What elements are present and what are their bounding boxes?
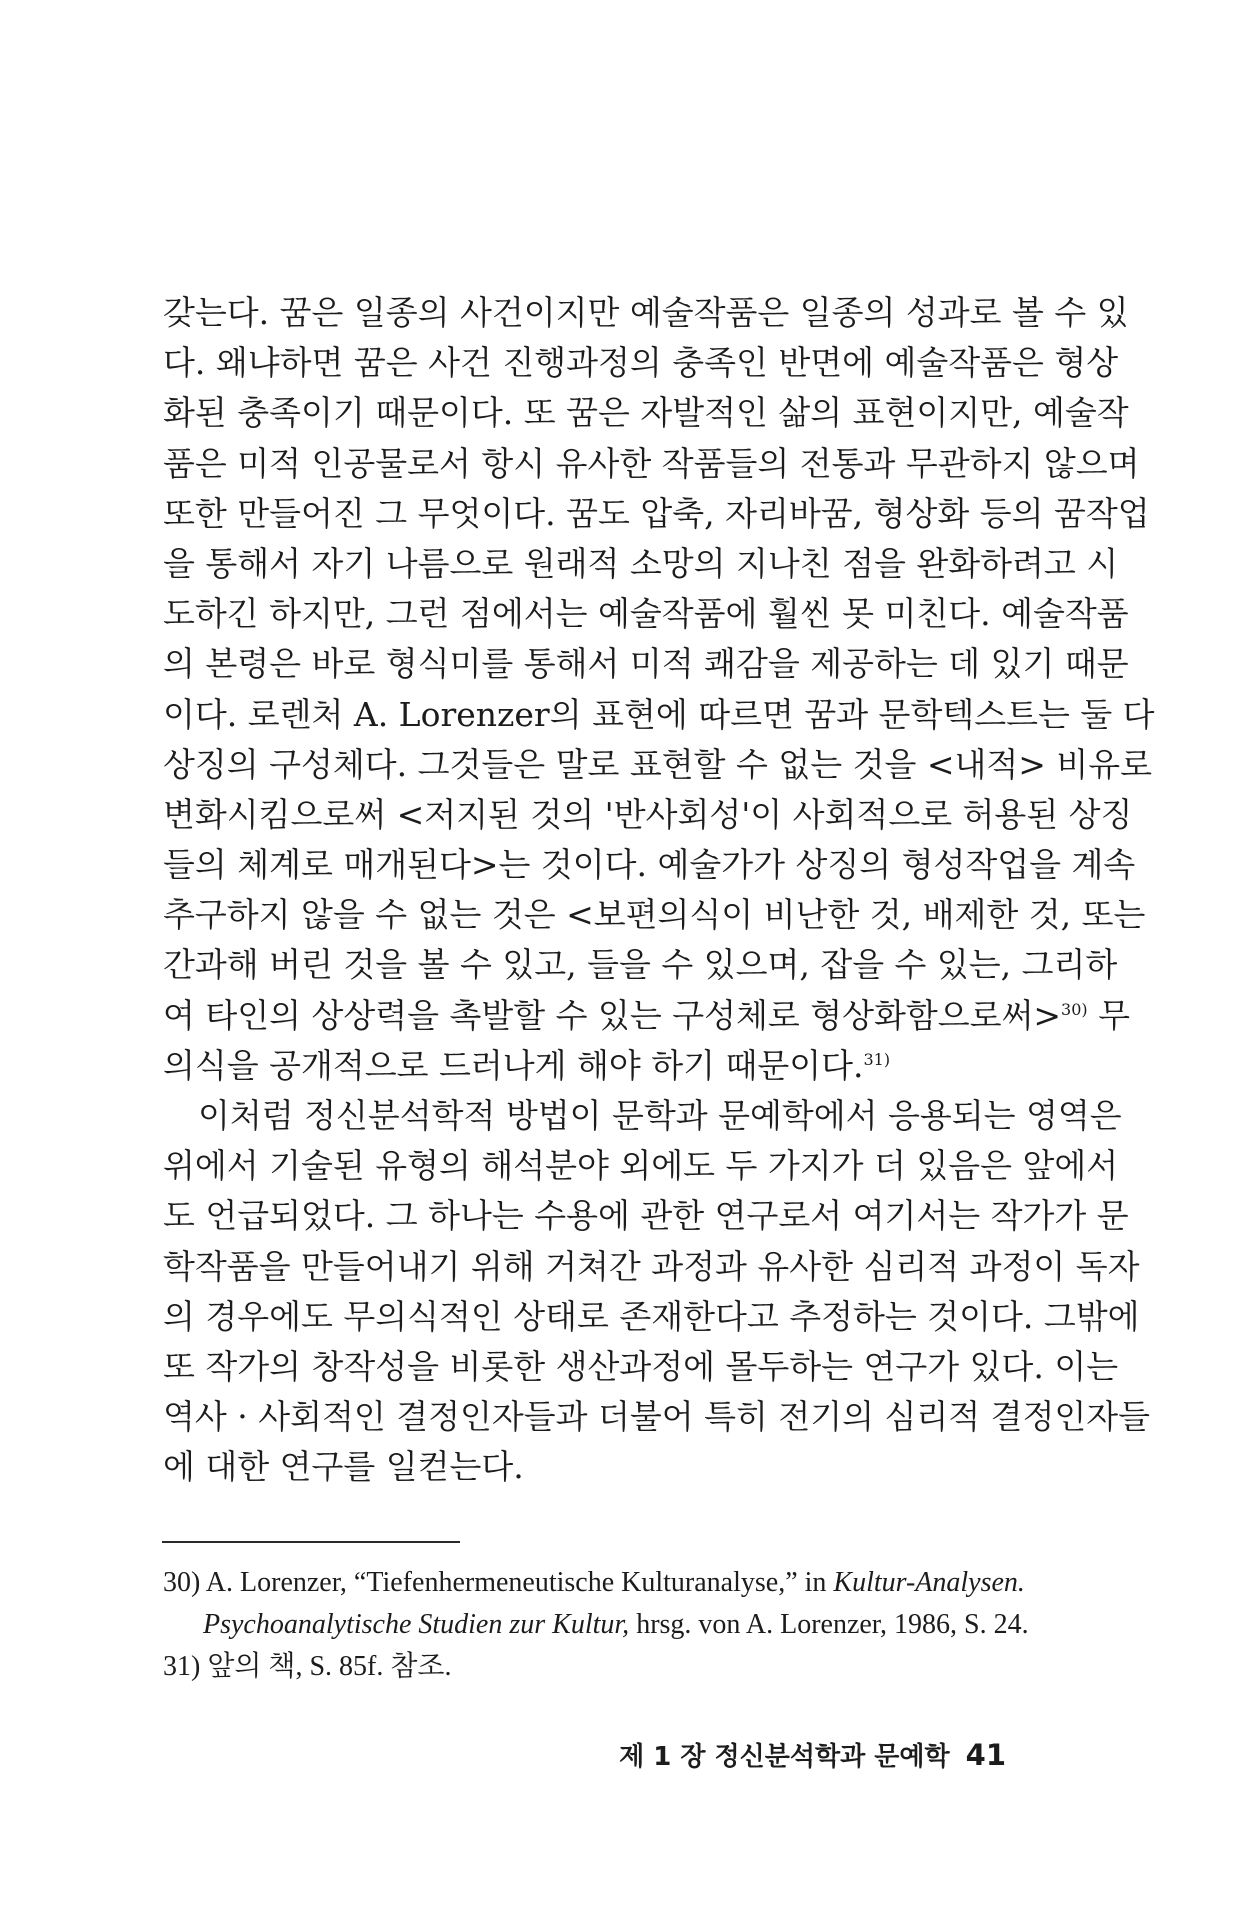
footnote-30 [163, 1562, 1043, 1604]
footnote-divider [162, 1541, 460, 1543]
footnote-text: 앞의 책, S. 85f. 참조. [207, 1651, 452, 1682]
running-footer [619, 1736, 1006, 1773]
text-line: 위에서 기술된 유형의 해석분야 외에도 두 가지가 더 있음은 앞에서 [163, 1146, 1119, 1186]
text-line: 학작품을 만들어내기 위해 거쳐간 과정과 유사한 심리적 과정이 독자 [163, 1246, 1140, 1286]
text-line: 들의 체계로 매개된다>는 것이다. 예술가가 상징의 형성작업을 계속 [163, 845, 1136, 885]
text-line: 또 작가의 창작성을 비롯한 생산과정에 몰두하는 연구가 있다. 이는 [163, 1346, 1119, 1386]
text-line: 변화시킴으로써 <저지된 것의 '반사회성'이 사회적으로 허용된 상징 [163, 794, 1133, 834]
footnote-number: 30) [163, 1567, 201, 1598]
text-line: 갖는다. 꿈은 일종의 사건이지만 예술작품은 일종의 성과로 볼 수 있 [163, 293, 1129, 332]
text-line: 의 본령은 바로 형식미를 통해서 미적 쾌감을 제공하는 데 있기 때문 [163, 644, 1129, 684]
text-line: 또한 만들어진 그 무엇이다. 꿈도 압축, 자리바꿈, 형상화 등의 꿈작업 [163, 493, 1150, 533]
text-line: 상징의 구성체다. 그것들은 말로 표현할 수 없는 것을 <내적> 비유로 [163, 744, 1153, 784]
text-segment: 여 타인의 상상력을 촉발할 수 있는 구성체로 형상화함으로써> [163, 995, 1062, 1035]
text-line-with-footnote [163, 991, 1131, 1041]
text-line: 화된 충족이기 때문이다. 또 꿈은 자발적인 삶의 표현이지만, 예술작 [163, 393, 1129, 433]
text-line: 다. 왜냐하면 꿈은 사건 진행과정의 충족인 반면에 예술작품은 형상 [163, 343, 1119, 383]
footnote-marker-31[interactable]: 31) [863, 1049, 891, 1069]
footnote-title: Psychoanalytische Studien zur Kultur, [203, 1609, 630, 1640]
text-line: 의 경우에도 무의식적인 상태로 존재한다고 추정하는 것이다. 그밖에 [163, 1296, 1140, 1336]
chapter-title: 제 1 장 정신분석학과 문예학 [619, 1742, 950, 1772]
text-line: 추구하지 않을 수 없는 것은 <보편의식이 비난한 것, 배제한 것, 또는 [163, 895, 1146, 935]
footnote-text: hrsg. von A. Lorenzer, 1986, S. 24. [629, 1609, 1029, 1640]
paragraph-first-line: 이처럼 정신분석학적 방법이 문학과 문예학에서 응용되는 영역은 [198, 1096, 1122, 1135]
page-number: 41 [965, 1738, 1006, 1772]
text-line: 이다. 로렌처 A. Lorenzer의 표현에 따르면 꿈과 문학텍스트는 둘 다 [163, 694, 1155, 734]
footnote-marker-30[interactable]: 30) [1061, 999, 1088, 1019]
body-text [163, 288, 1155, 1493]
text-line: 도하긴 하지만, 그런 점에서는 예술작품에 훨씬 못 미친다. 예술작품 [163, 594, 1129, 634]
footnote-number: 31) [163, 1651, 201, 1682]
footnotes [163, 1562, 1043, 1688]
text-segment: 무 [1087, 995, 1131, 1035]
text-line: 도 언급되었다. 그 하나는 수용에 관한 연구로서 여기서는 작가가 문 [163, 1196, 1129, 1236]
footnote-30-continued [163, 1604, 1043, 1646]
footnote-text: A. Lorenzer, “Tiefenhermeneutische Kulturanalyse,” in [205, 1567, 834, 1598]
text-line: 역사 · 사회적인 결정인자들과 더불어 특히 전기의 심리적 결정인자들 [163, 1397, 1150, 1437]
text-segment: 의식을 공개적으로 드러나게 해야 하기 때문이다. [163, 1045, 864, 1085]
footnote-31 [163, 1646, 1043, 1688]
text-line: 품은 미적 인공물로서 항시 유사한 작품들의 전통과 무관하지 않으며 [163, 443, 1140, 483]
text-line: 을 통해서 자기 나름으로 원래적 소망의 지나친 점을 완화하려고 시 [163, 543, 1119, 583]
text-line: 간과해 버린 것을 볼 수 있고, 들을 수 있으며, 잡을 수 있는, 그리하 [163, 945, 1118, 985]
footnote-title: Kultur-Analysen. [833, 1567, 1025, 1598]
text-line: 에 대한 연구를 일컫는다. [163, 1447, 524, 1487]
text-line-with-footnote [163, 1041, 1043, 1091]
